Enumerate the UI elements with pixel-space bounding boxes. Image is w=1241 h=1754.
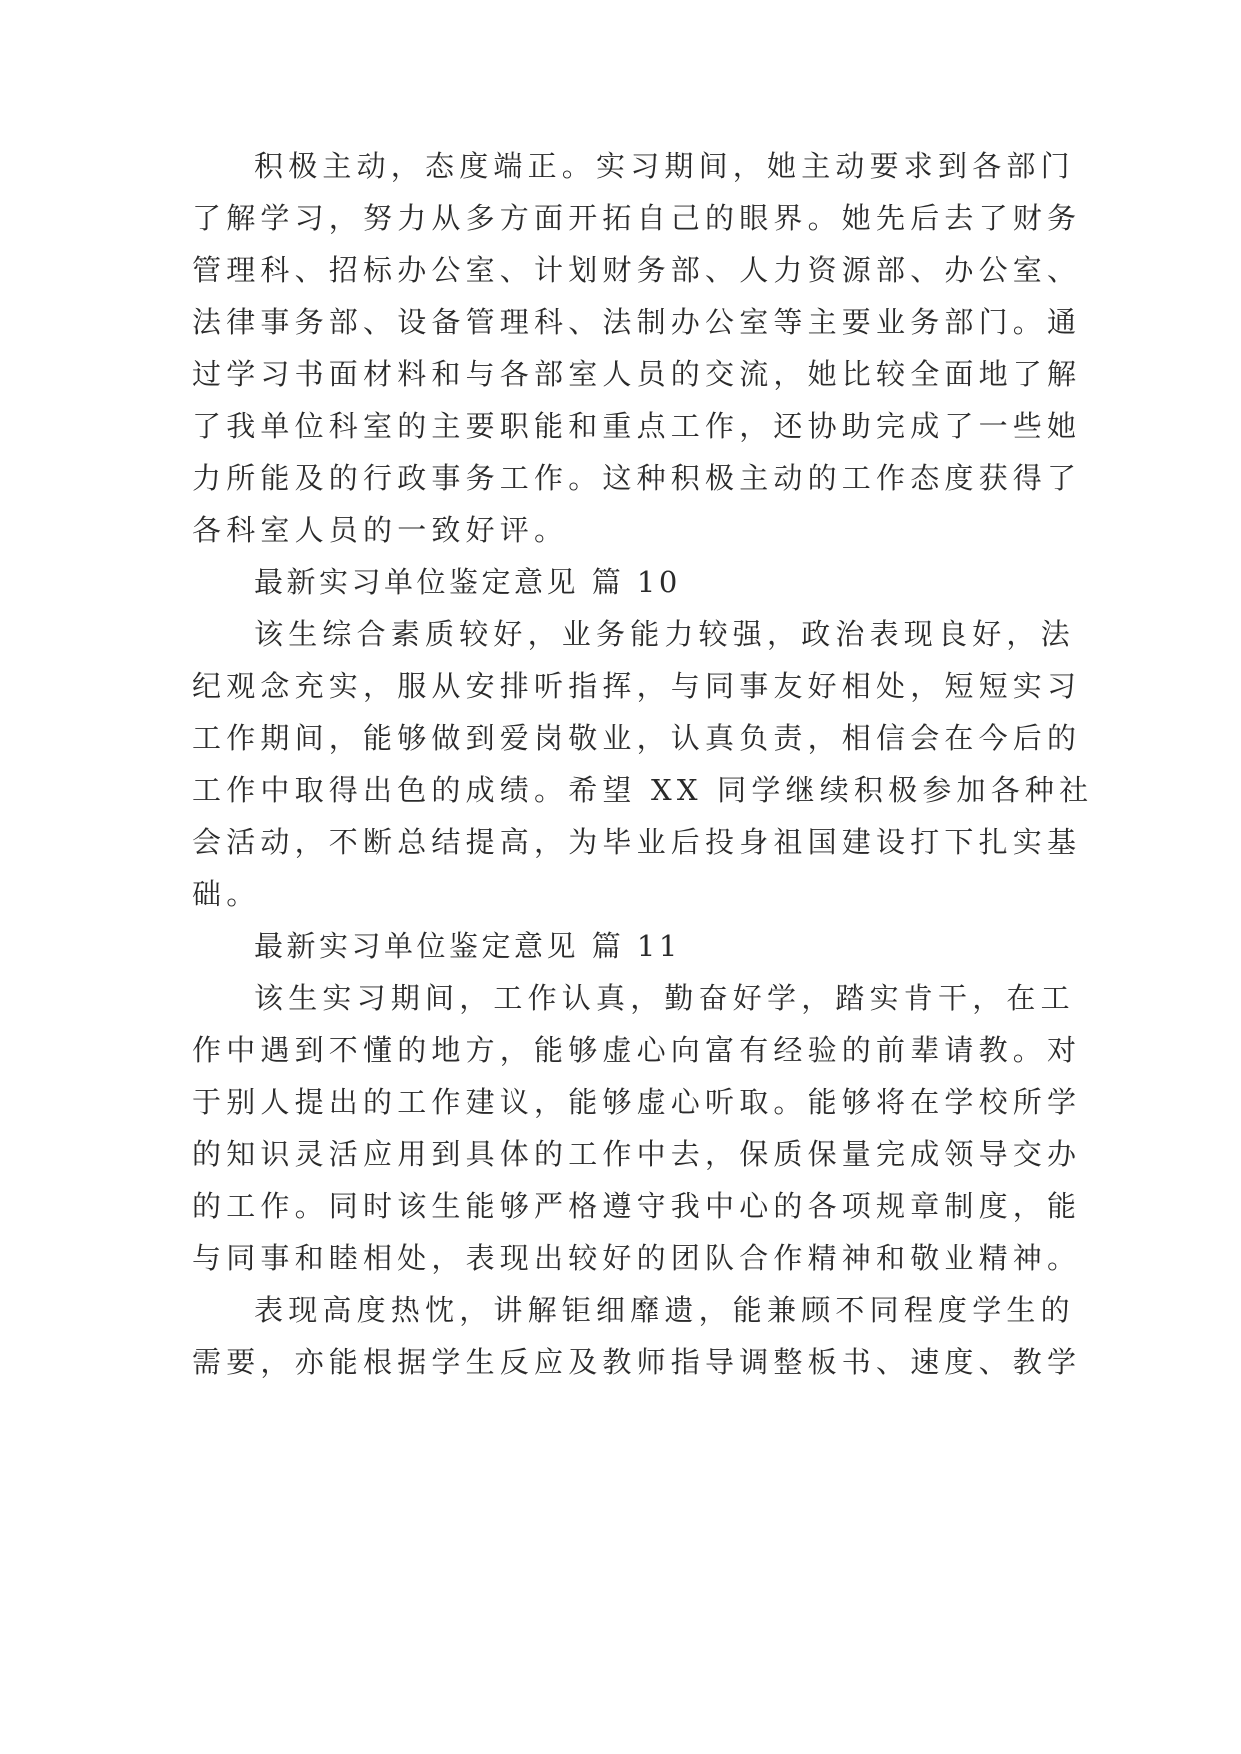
paragraph-2-line-5: 会活动，不断总结提高，为毕业后投身祖国建设打下扎实基 (192, 825, 1082, 859)
paragraph-3-line-4: 的知识灵活应用到具体的工作中去，保质保量完成领导交办 (192, 1137, 1082, 1171)
paragraph-1-line-6: 了我单位科室的主要职能和重点工作，还协助完成了一些她 (192, 409, 1082, 443)
paragraph-2-line-1: 该生综合素质较好，业务能力较强，政治表现良好，法 (254, 617, 1075, 651)
paragraph-1-line-5: 过学习书面材料和与各部室人员的交流，她比较全面地了解 (192, 357, 1082, 391)
paragraph-1-line-4: 法律事务部、设备管理科、法制办公室等主要业务部门。通 (192, 305, 1082, 339)
section-heading-11: 最新实习单位鉴定意见 篇 11 (254, 929, 681, 963)
paragraph-2-line-4: 工作中取得出色的成绩。希望 XX 同学继续积极参加各种社 (192, 773, 1094, 807)
paragraph-3-line-6: 与同事和睦相处，表现出较好的团队合作精神和敬业精神。 (192, 1241, 1082, 1275)
paragraph-3-line-2: 作中遇到不懂的地方，能够虚心向富有经验的前辈请教。对 (192, 1033, 1082, 1067)
paragraph-1-line-2: 了解学习，努力从多方面开拓自己的眼界。她先后去了财务 (192, 201, 1082, 235)
paragraph-4-line-2: 需要，亦能根据学生反应及教师指导调整板书、速度、教学 (192, 1345, 1082, 1379)
paragraph-3-line-5: 的工作。同时该生能够严格遵守我中心的各项规章制度，能 (192, 1189, 1082, 1223)
paragraph-4-line-1: 表现高度热忱，讲解钜细靡遗，能兼顾不同程度学生的 (254, 1293, 1075, 1327)
paragraph-3-line-1: 该生实习期间，工作认真，勤奋好学，踏实肯干，在工 (254, 981, 1075, 1015)
paragraph-1-line-8: 各科室人员的一致好评。 (192, 513, 569, 547)
paragraph-2-line-6: 础。 (192, 877, 261, 911)
section-heading-10: 最新实习单位鉴定意见 篇 10 (254, 565, 681, 599)
paragraph-2-line-2: 纪观念充实，服从安排听指挥，与同事友好相处，短短实习 (192, 669, 1082, 703)
paragraph-1-line-1: 积极主动，态度端正。实习期间，她主动要求到各部门 (254, 149, 1075, 183)
paragraph-2-line-3: 工作期间，能够做到爱岗敬业，认真负责，相信会在今后的 (192, 721, 1082, 755)
paragraph-1-line-3: 管理科、招标办公室、计划财务部、人力资源部、办公室、 (192, 253, 1082, 287)
paragraph-1-line-7: 力所能及的行政事务工作。这种积极主动的工作态度获得了 (192, 461, 1082, 495)
paragraph-3-line-3: 于别人提出的工作建议，能够虚心听取。能够将在学校所学 (192, 1085, 1082, 1119)
